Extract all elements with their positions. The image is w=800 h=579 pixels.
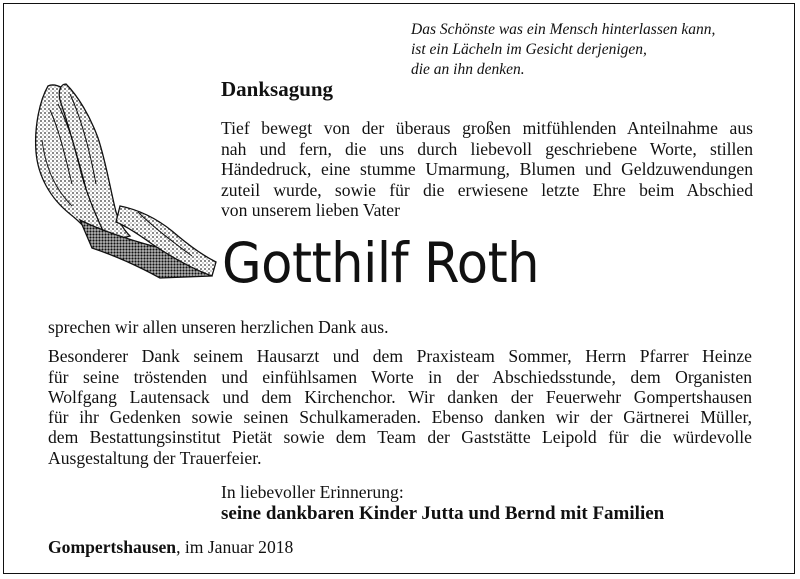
intro-paragraph	[221, 118, 753, 221]
special-thanks-line: Wolfgang Lautensack und dem Kirchenchor. Wir danken der Feuerwehr Gompertshausen	[48, 386, 752, 407]
place: Gompertshausen	[48, 537, 177, 557]
intro-line: Händedruck, eine stumme Umarmung, Blumen und Geldzuwendungen	[221, 159, 753, 179]
intro-line: zuteil wurde, sowie für die erwiesene letzte Ehre beim Abschied	[221, 179, 753, 200]
quote-line: Das Schönste was ein Mensch hinterlassen kann,	[411, 21, 716, 38]
date: , im Januar 2018	[176, 537, 294, 557]
special-thanks-line: Besonderer Dank seinem Hausarzt und dem Praxisteam Sommer, Herrn Pfarrer Heinze	[48, 346, 752, 367]
quote-line: die an ihn denken.	[411, 61, 525, 78]
special-thanks-line: dem Bestattungsinstitut Pietät sowie dem Team der Gaststätte Leipold für die würdevolle	[48, 427, 752, 448]
praying-hands-icon	[20, 80, 220, 280]
thanks-line: sprechen wir allen unseren herzlichen Dank aus.	[48, 317, 389, 337]
special-thanks-line: für ihr Gedenken sowie seinen Schulkameraden. Ebenso danken wir der Gärtnerei Müller,	[48, 407, 752, 428]
intro-line: nah und fern, die uns durch liebevoll geschriebene Worte, stillen	[221, 138, 753, 159]
intro-line: Tief bewegt von der überaus großen mitfühlenden Anteilnahme aus	[221, 118, 753, 138]
signers: seine dankbaren Kinder Jutta und Bernd mit Familien	[221, 503, 665, 524]
page-title: Danksagung	[221, 77, 334, 101]
epigraph-quote	[411, 20, 791, 80]
deceased-name: Gotthilf Roth	[222, 231, 540, 295]
place-date	[48, 536, 293, 558]
quote-line: ist ein Lächeln im Gesicht derjenigen,	[411, 41, 647, 58]
special-thanks-line: für seine tröstenden und einfühlsamen Worte in der Abschiedsstunde, dem Organisten	[48, 366, 752, 387]
closing-phrase: In liebevoller Erinnerung:	[221, 482, 404, 502]
intro-line: von unserem lieben Vater	[221, 200, 400, 220]
special-thanks-line: Ausgestaltung der Trauerfeier.	[48, 447, 262, 468]
thanks-body	[48, 317, 752, 468]
